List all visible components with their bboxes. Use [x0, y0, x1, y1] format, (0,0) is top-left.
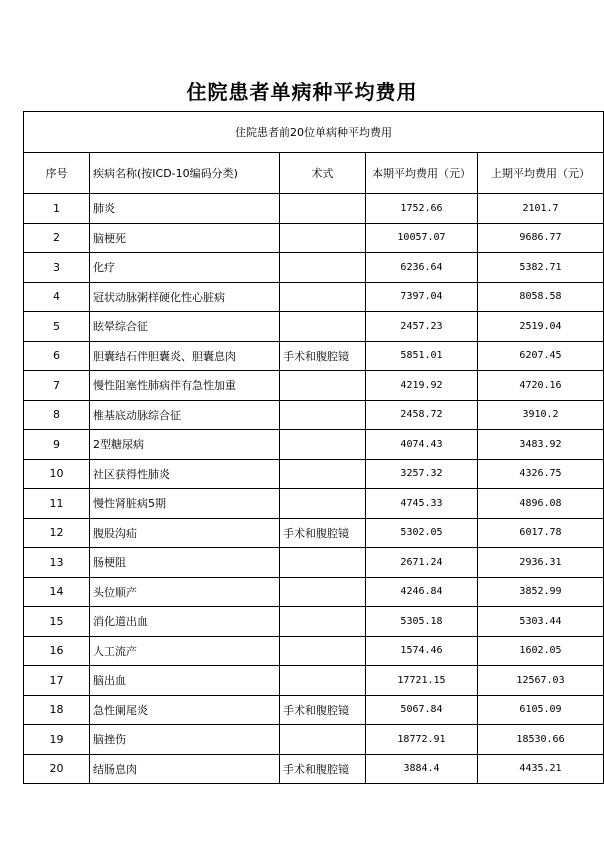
row-procedure: 手术和腹腔镜: [280, 341, 366, 371]
row-no: 17: [24, 666, 90, 696]
row-procedure: [280, 548, 366, 578]
row-procedure: [280, 636, 366, 666]
row-current-cost: 4745.33: [366, 489, 478, 519]
row-previous-cost: 5382.71: [478, 253, 604, 283]
row-current-cost: 5305.18: [366, 607, 478, 637]
row-disease-name: 急性阑尾炎: [90, 695, 280, 725]
row-disease-name: 慢性阻塞性肺病伴有急性加重: [90, 371, 280, 401]
row-no: 9: [24, 430, 90, 460]
row-current-cost: 6236.64: [366, 253, 478, 283]
row-disease-name: 脑梗死: [90, 223, 280, 253]
row-procedure: [280, 489, 366, 519]
row-previous-cost: 4435.21: [478, 754, 604, 784]
row-no: 5: [24, 312, 90, 342]
row-current-cost: 4219.92: [366, 371, 478, 401]
table-row: [24, 607, 604, 637]
row-no: 3: [24, 253, 90, 283]
row-disease-name: 胆囊结石伴胆囊炎、胆囊息肉: [90, 341, 280, 371]
row-current-cost: 7397.04: [366, 282, 478, 312]
table-row: [24, 666, 604, 696]
header-current: 本期平均费用（元）: [366, 153, 478, 194]
row-procedure: [280, 312, 366, 342]
row-no: 16: [24, 636, 90, 666]
row-no: 4: [24, 282, 90, 312]
row-disease-name: 肠梗阻: [90, 548, 280, 578]
row-procedure: [280, 430, 366, 460]
row-disease-name: 人工流产: [90, 636, 280, 666]
row-current-cost: 1752.66: [366, 194, 478, 224]
table-row: [24, 371, 604, 401]
row-current-cost: 18772.91: [366, 725, 478, 755]
row-procedure: [280, 459, 366, 489]
row-disease-name: 结肠息肉: [90, 754, 280, 784]
row-previous-cost: 2519.04: [478, 312, 604, 342]
row-current-cost: 5067.84: [366, 695, 478, 725]
row-no: 14: [24, 577, 90, 607]
row-previous-cost: 9686.77: [478, 223, 604, 253]
row-disease-name: 脑挫伤: [90, 725, 280, 755]
row-disease-name: 椎基底动脉综合征: [90, 400, 280, 430]
row-previous-cost: 3852.99: [478, 577, 604, 607]
row-disease-name: 化疗: [90, 253, 280, 283]
table-row: [24, 754, 604, 784]
row-procedure: [280, 666, 366, 696]
row-no: 19: [24, 725, 90, 755]
row-previous-cost: 2101.7: [478, 194, 604, 224]
table-row: [24, 489, 604, 519]
row-current-cost: 17721.15: [366, 666, 478, 696]
row-procedure: 手术和腹腔镜: [280, 754, 366, 784]
header-row: [24, 153, 604, 194]
row-previous-cost: 3483.92: [478, 430, 604, 460]
row-no: 6: [24, 341, 90, 371]
row-no: 13: [24, 548, 90, 578]
table-row: [24, 223, 604, 253]
row-current-cost: 10057.07: [366, 223, 478, 253]
row-current-cost: 3257.32: [366, 459, 478, 489]
row-previous-cost: 4896.08: [478, 489, 604, 519]
table-row: [24, 194, 604, 224]
row-no: 20: [24, 754, 90, 784]
row-current-cost: 3884.4: [366, 754, 478, 784]
row-disease-name: 消化道出血: [90, 607, 280, 637]
row-no: 8: [24, 400, 90, 430]
row-procedure: [280, 282, 366, 312]
row-previous-cost: 4720.16: [478, 371, 604, 401]
table-row: [24, 312, 604, 342]
row-procedure: [280, 223, 366, 253]
table-row: [24, 282, 604, 312]
table-row: [24, 400, 604, 430]
row-previous-cost: 6105.09: [478, 695, 604, 725]
table-row: [24, 341, 604, 371]
row-disease-name: 腹股沟疝: [90, 518, 280, 548]
table-row: [24, 636, 604, 666]
row-procedure: 手术和腹腔镜: [280, 695, 366, 725]
table-row: [24, 548, 604, 578]
row-previous-cost: 4326.75: [478, 459, 604, 489]
row-no: 11: [24, 489, 90, 519]
row-previous-cost: 18530.66: [478, 725, 604, 755]
row-previous-cost: 12567.03: [478, 666, 604, 696]
row-disease-name: 肺炎: [90, 194, 280, 224]
row-no: 7: [24, 371, 90, 401]
table-row: [24, 577, 604, 607]
header-previous: 上期平均费用（元）: [478, 153, 604, 194]
table-row: [24, 430, 604, 460]
row-no: 10: [24, 459, 90, 489]
row-current-cost: 2458.72: [366, 400, 478, 430]
row-disease-name: 社区获得性肺炎: [90, 459, 280, 489]
row-previous-cost: 1602.05: [478, 636, 604, 666]
row-previous-cost: 2936.31: [478, 548, 604, 578]
table-row: [24, 725, 604, 755]
row-procedure: [280, 725, 366, 755]
row-current-cost: 1574.46: [366, 636, 478, 666]
row-disease-name: 脑出血: [90, 666, 280, 696]
row-procedure: [280, 400, 366, 430]
row-no: 2: [24, 223, 90, 253]
row-current-cost: 5302.05: [366, 518, 478, 548]
row-previous-cost: 3910.2: [478, 400, 604, 430]
table-row: [24, 253, 604, 283]
row-previous-cost: 6017.78: [478, 518, 604, 548]
page-title: 住院患者单病种平均费用: [186, 80, 418, 104]
row-previous-cost: 8058.58: [478, 282, 604, 312]
row-no: 15: [24, 607, 90, 637]
table-row: [24, 459, 604, 489]
row-disease-name: 冠状动脉粥样硬化性心脏病: [90, 282, 280, 312]
header-op: 术式: [280, 153, 366, 194]
row-current-cost: 4074.43: [366, 430, 478, 460]
table-row: [24, 695, 604, 725]
row-procedure: [280, 253, 366, 283]
row-previous-cost: 5303.44: [478, 607, 604, 637]
row-procedure: 手术和腹腔镜: [280, 518, 366, 548]
row-no: 18: [24, 695, 90, 725]
cost-table: [23, 111, 604, 784]
row-disease-name: 头位顺产: [90, 577, 280, 607]
row-procedure: [280, 371, 366, 401]
row-current-cost: 2671.24: [366, 548, 478, 578]
table-body: [24, 194, 604, 784]
row-disease-name: 慢性肾脏病5期: [90, 489, 280, 519]
header-name: 疾病名称(按ICD-10编码分类): [90, 153, 280, 194]
row-current-cost: 5851.01: [366, 341, 478, 371]
row-no: 1: [24, 194, 90, 224]
row-no: 12: [24, 518, 90, 548]
row-procedure: [280, 194, 366, 224]
table-row: [24, 518, 604, 548]
row-procedure: [280, 577, 366, 607]
row-procedure: [280, 607, 366, 637]
row-previous-cost: 6207.45: [478, 341, 604, 371]
caption-row: [24, 112, 604, 153]
row-disease-name: 2型糖尿病: [90, 430, 280, 460]
row-disease-name: 眩晕综合征: [90, 312, 280, 342]
table-caption: 住院患者前20位单病种平均费用: [24, 112, 604, 153]
header-no: 序号: [24, 153, 90, 194]
row-current-cost: 4246.84: [366, 577, 478, 607]
row-current-cost: 2457.23: [366, 312, 478, 342]
